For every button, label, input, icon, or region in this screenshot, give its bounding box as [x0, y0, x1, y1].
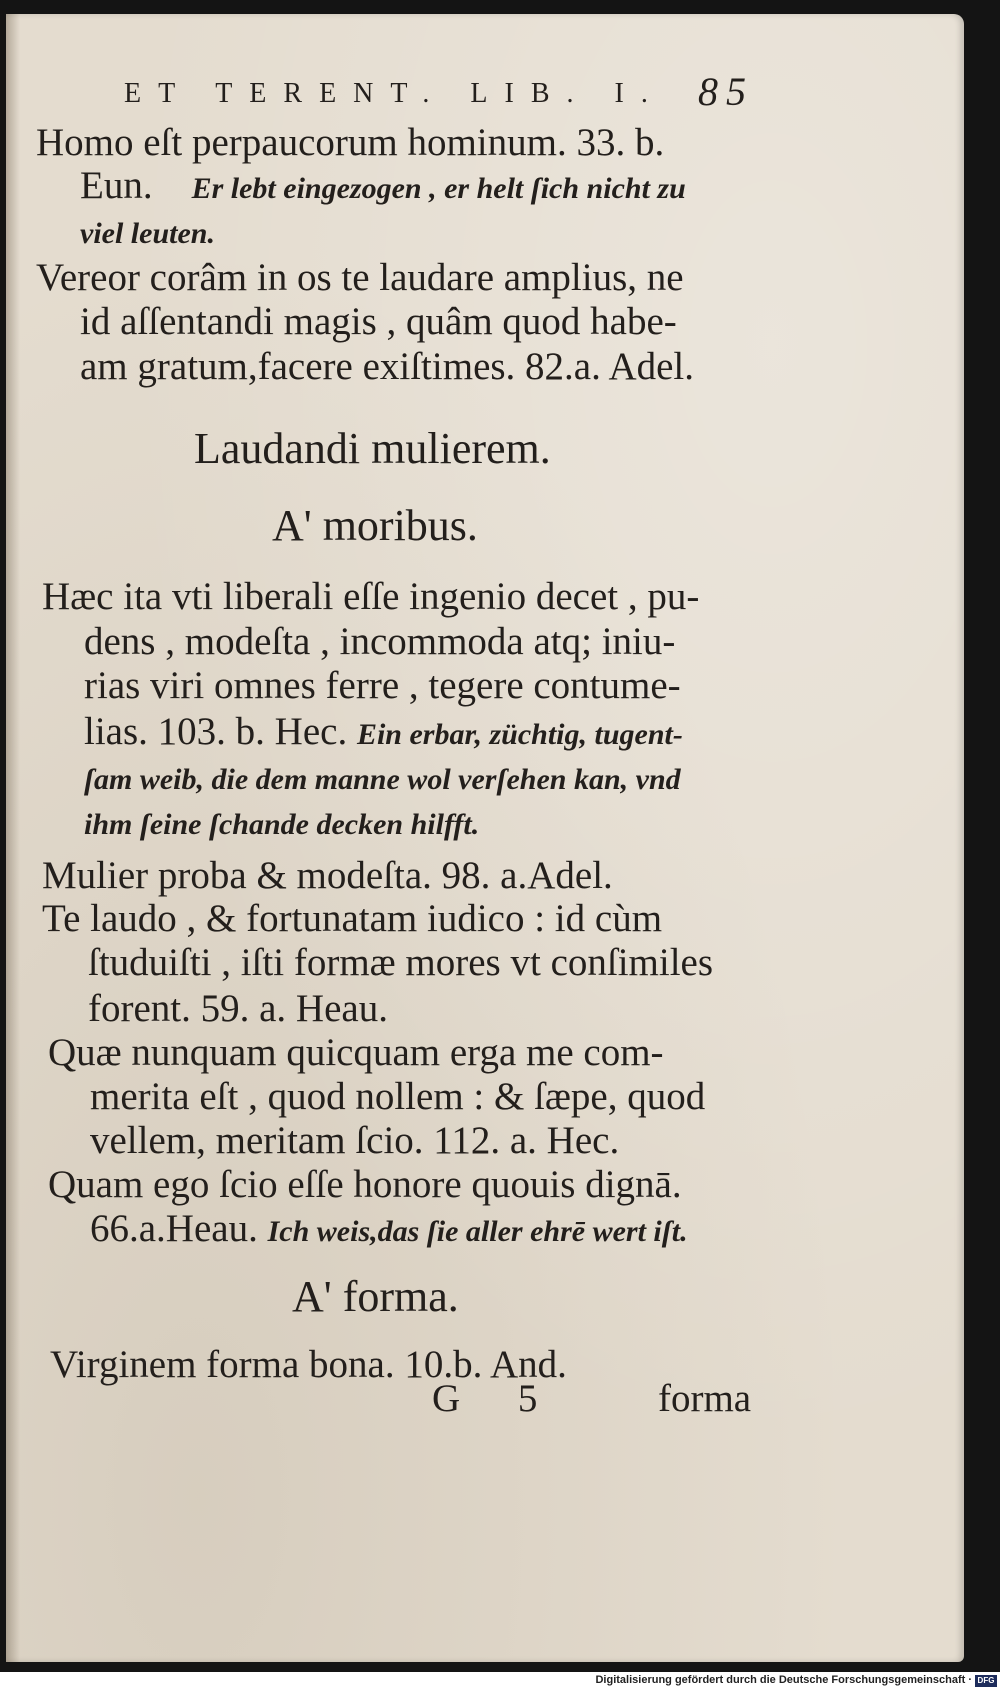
text-line: id aſſentandi magis , quâm quod habe-: [80, 300, 677, 343]
text-line: [80, 209, 215, 256]
text-line: Hæc ita vti liberali eſſe ingenio decet , pu-: [42, 575, 700, 618]
text-line: Quæ nunquam quicquam erga me com-: [48, 1031, 664, 1074]
text-line: [84, 800, 479, 847]
page-number: 85: [698, 69, 754, 114]
text-line: forent. 59. a. Heau.: [88, 987, 388, 1030]
text-line: Vereor corâm in os te laudare amplius, ne: [36, 256, 684, 299]
text-line: rias viri omnes ferre , tegere contume-: [84, 664, 681, 707]
german-gloss: Ich weis,das ſie aller ehrē wert iſt.: [267, 1215, 688, 1248]
text-line: Homo eſt perpaucorum hominum. 33. b.: [36, 121, 665, 164]
page-gutter-shadow: [6, 14, 20, 1662]
catchword: forma: [658, 1377, 752, 1420]
text-line: merita eſt , quod nollem : & ſæpe, quod: [90, 1075, 706, 1118]
subheading-moribus: A' moribus.: [272, 501, 478, 550]
funding-credit: Digitalisierung gefördert durch die Deutsche Forschungsgemeinschaft ·: [595, 1674, 972, 1686]
text-line: Eun. Er lebt eingezogen , er helt ſich nicht zu: [80, 164, 686, 207]
dfg-logo: DFG: [975, 1675, 997, 1687]
german-gloss: Er lebt eingezogen , er helt ſich nicht zu: [191, 172, 686, 205]
text-line: Te laudo , & fortunatam iudico : id cùm: [42, 897, 663, 940]
text-line: Virginem forma bona. 10.b. And.: [50, 1343, 567, 1386]
german-gloss: Ein erbar, züchtig, tugent-: [356, 718, 683, 751]
german-gloss: ihm ſeine ſchande decken hilfft.: [84, 808, 480, 841]
text-line: vellem, meritam ſcio. 112. a. Hec.: [90, 1119, 620, 1162]
text-line: Quam ego ſcio eſſe honore quouis dignā.: [48, 1163, 682, 1206]
text-line: dens , modeſta , incommoda atq; iniu-: [84, 620, 676, 663]
text-line: Mulier proba & modeſta. 98. a.Adel.: [42, 854, 613, 897]
section-heading: Laudandi mulierem.: [194, 424, 551, 473]
credit-bar: [0, 1672, 1000, 1691]
signature-mark: G 5: [432, 1377, 562, 1420]
german-gloss: viel leuten.: [80, 217, 215, 250]
subheading-forma: A' forma.: [292, 1272, 459, 1321]
text-line: lias. 103. b. Hec. Ein erbar, züchtig, tugent-: [84, 710, 683, 753]
running-head: ET TERENT. LIB. I.: [124, 78, 665, 109]
text-line: 66.a.Heau. Ich weis,das ſie aller ehrē wert iſt.: [90, 1207, 688, 1250]
german-gloss: ſam weib, die dem manne wol verſehen kan, vnd: [84, 763, 681, 796]
text-line: ſtuduiſti , iſti formæ mores vt conſimiles: [88, 941, 714, 984]
text-line: [84, 755, 681, 802]
text-line: am gratum,facere exiſtimes. 82.a. Adel.: [80, 345, 695, 388]
